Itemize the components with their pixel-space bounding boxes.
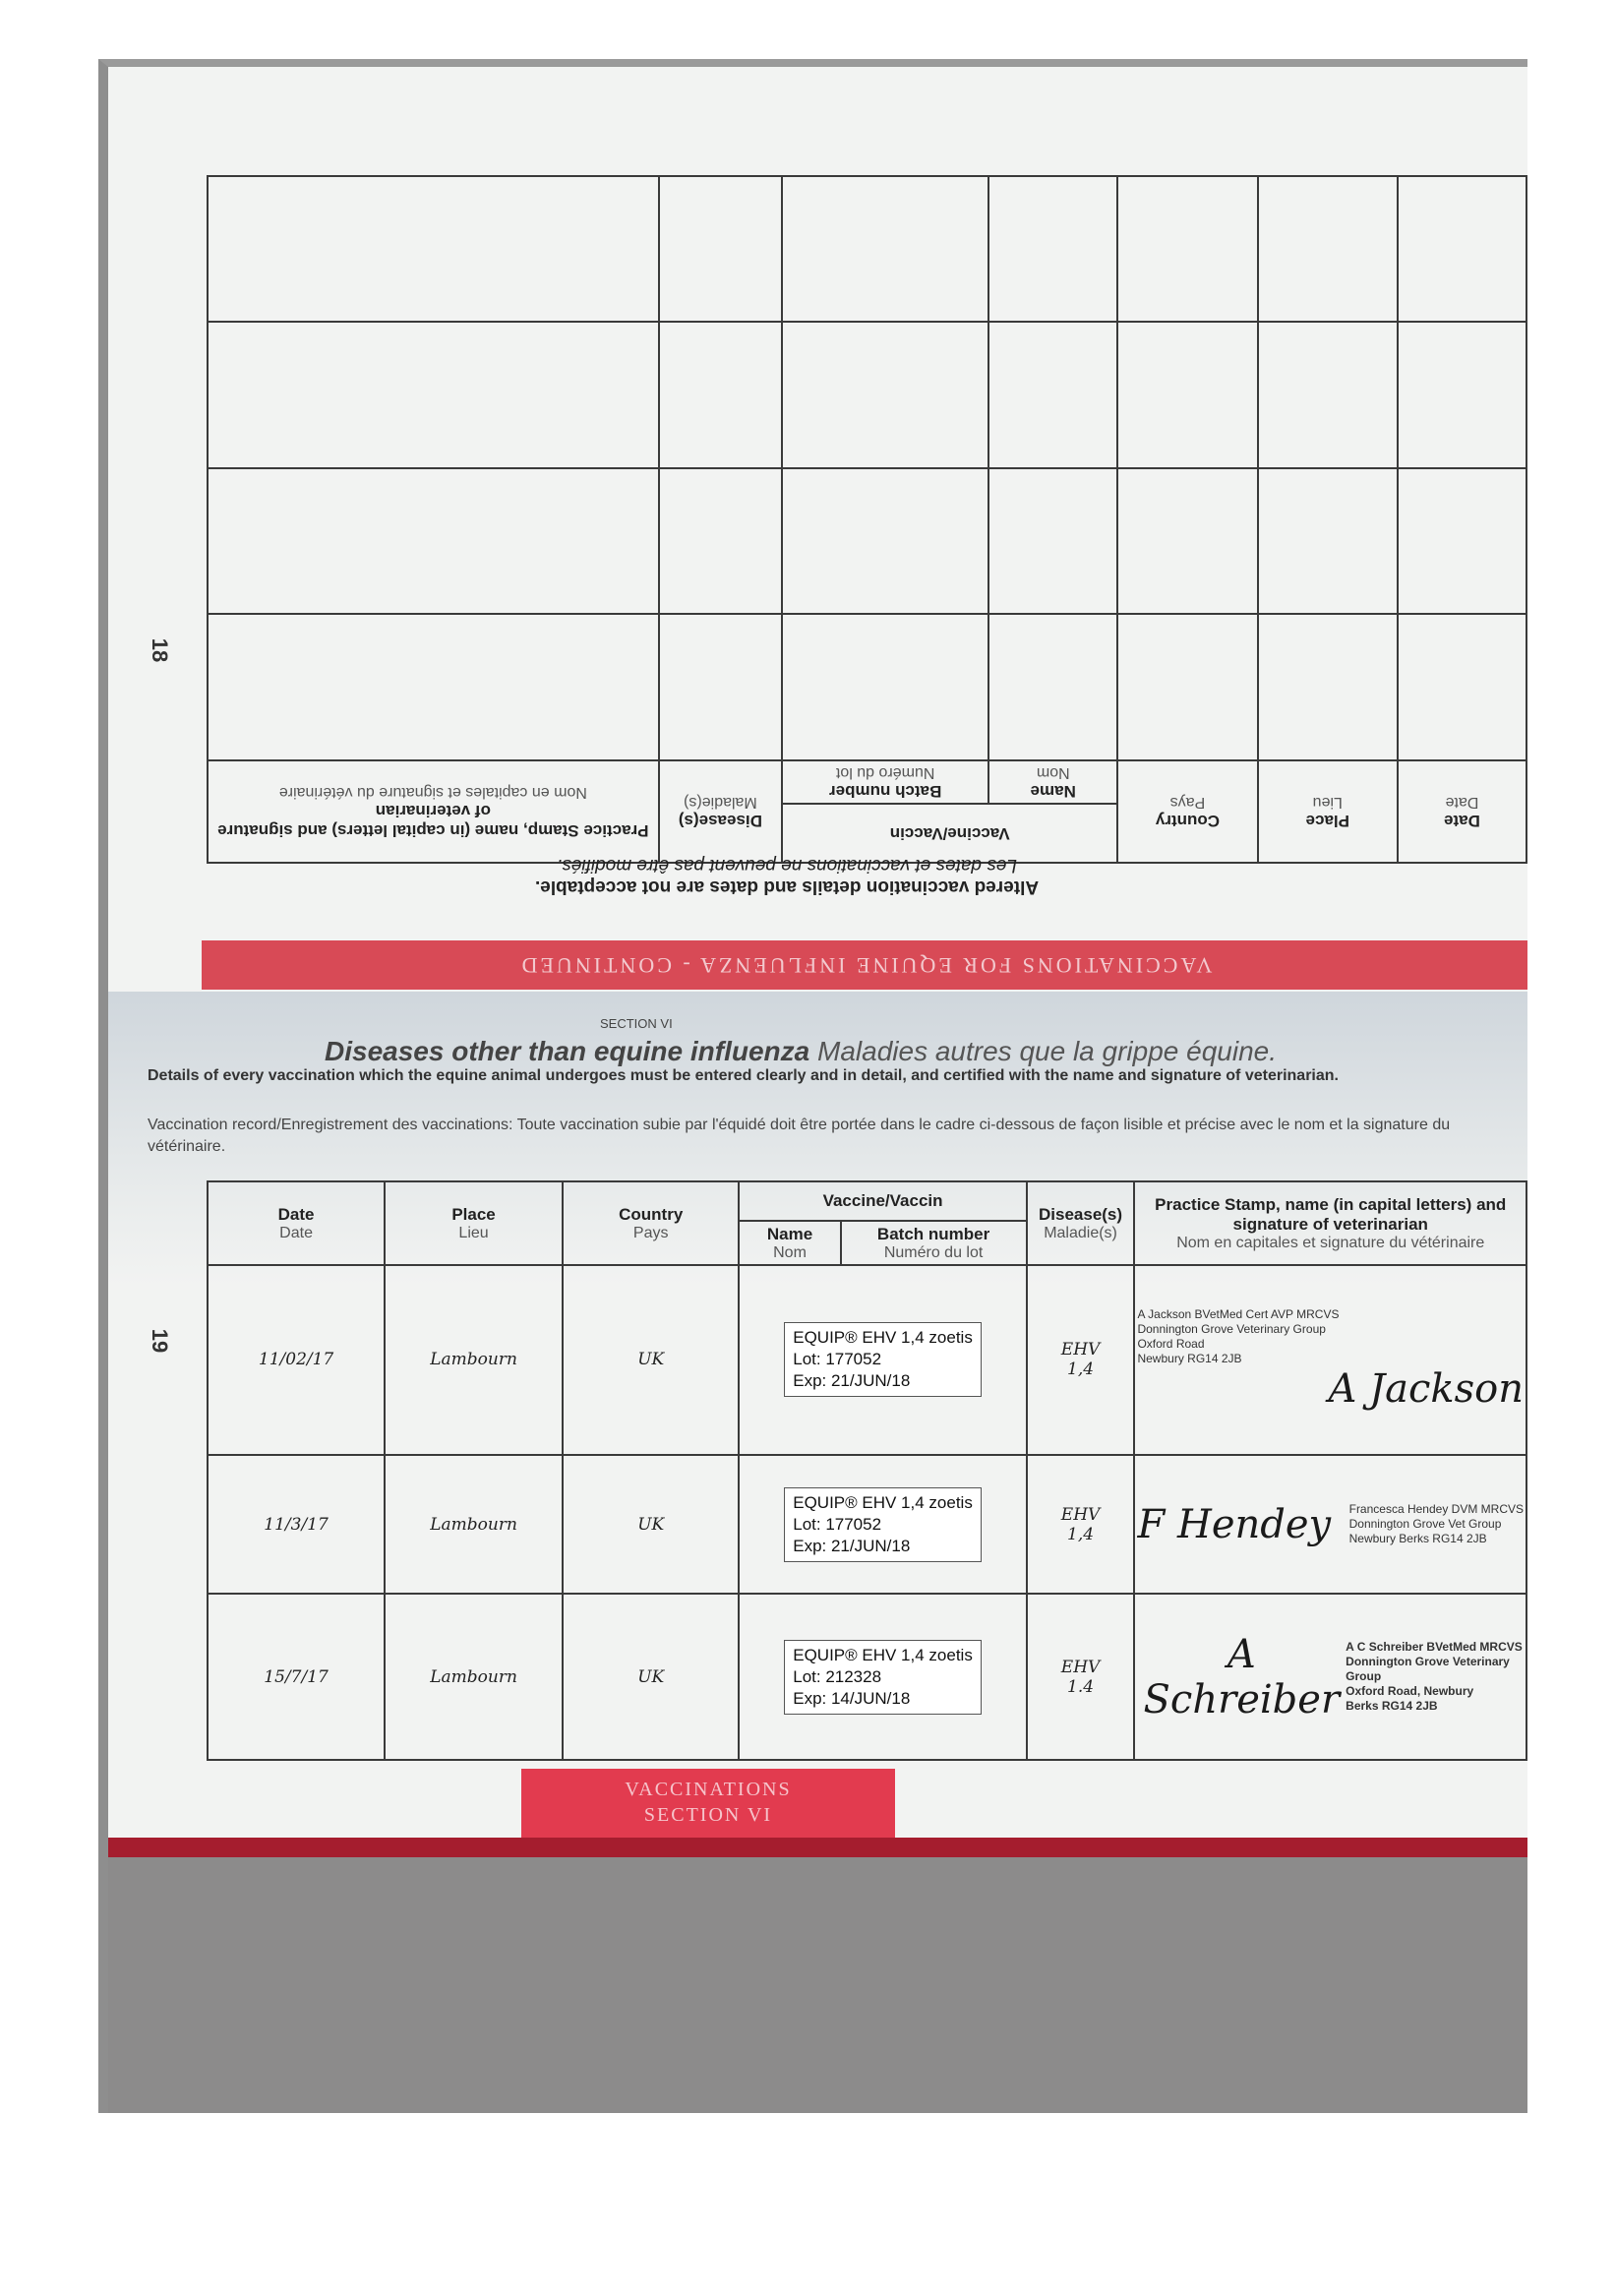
row-country: UK: [563, 1594, 740, 1760]
row-date: 15/7/17: [208, 1594, 385, 1760]
section-title: [325, 1036, 1277, 1067]
vaccination-record-table: [207, 1180, 1527, 1761]
passport-sheet: [98, 59, 1527, 2113]
upper-header-disease: Disease(s) Maladie(s): [659, 760, 782, 863]
row-disease: EHV 1,4: [1027, 1455, 1135, 1594]
row-practice: [1134, 1455, 1526, 1594]
upper-header-practice: Practice Stamp, name (in capital letters) and signature of veterinarian Nom en capitales et signature du vétérinaire: [208, 760, 659, 863]
vet-signature: F Hendey: [1137, 1501, 1332, 1547]
row-vaccine-label: [739, 1594, 1026, 1760]
row-place: Lambourn: [385, 1594, 563, 1760]
table-row: [208, 1455, 1526, 1594]
vaccine-sticker: EQUIP® EHV 1,4 zoetis Lot: 212328 Exp: 14/JUN/18: [784, 1640, 982, 1715]
header-practice: Practice Stamp, name (in capital letters) and signature of veterinarian Nom en capitales et signature du vétérinaire: [1134, 1181, 1526, 1265]
row-place: Lambourn: [385, 1455, 563, 1594]
upper-empty-row: [208, 468, 1526, 615]
header-date: Date Date: [208, 1181, 385, 1265]
upper-header-batch: Batch number Numéro du lot: [782, 760, 988, 804]
row-disease: EHV 1.4: [1027, 1594, 1135, 1760]
row-date: 11/02/17: [208, 1265, 385, 1455]
page-number-18: 18: [148, 637, 173, 663]
row-vaccine-label: [739, 1455, 1026, 1594]
header-country: Country Pays: [563, 1181, 740, 1265]
practice-stamp: A C Schreiber BVetMed MRCVS Donnington Grove Veterinary Group Oxford Road, Newbury Berks RG14 2JB: [1346, 1640, 1523, 1714]
vet-signature: A Schreiber: [1143, 1631, 1341, 1722]
vaccine-sticker: EQUIP® EHV 1,4 zoetis Lot: 177052 Exp: 21/JUN/18: [784, 1487, 982, 1562]
practice-stamp: A Jackson BVetMed Cert AVP MRCVS Donnington Grove Veterinary Group Oxford Road Newbury RG14 2JB: [1137, 1307, 1340, 1366]
row-country: UK: [563, 1265, 740, 1455]
upper-header-name: Name Nom: [988, 760, 1117, 804]
header-disease: Disease(s) Maladie(s): [1027, 1181, 1135, 1265]
vaccine-sticker: EQUIP® EHV 1,4 zoetis Lot: 177052 Exp: 21/JUN/18: [784, 1322, 982, 1397]
section-title-en: Diseases other than equine influenza: [325, 1036, 810, 1066]
upper-empty-row: [208, 176, 1526, 323]
details-fr: Vaccination record/Enregistrement des vaccinations: Toute vaccination subie par l'équidé doit être portée dans le cadre ci-dessous de façon lisible et précise avec le nom et la signature du vétérinaire.: [148, 1117, 1451, 1155]
upper-header-country: Country Pays: [1117, 760, 1257, 863]
upper-header-date: Date Date: [1398, 760, 1526, 863]
upper-vaccination-table: [207, 175, 1527, 864]
section-tab-line2: SECTION VI: [643, 1804, 773, 1826]
row-place: Lambourn: [385, 1265, 563, 1455]
upper-empty-row: [208, 323, 1526, 469]
equine-influenza-banner: VACCINATIONS FOR EQUINE INFLUENZA - CONTINUED: [202, 940, 1527, 990]
row-vaccine-label: [739, 1265, 1026, 1455]
practice-stamp: Francesca Hendey DVM MRCVS Donnington Grove Vet Group Newbury Berks RG14 2JB: [1348, 1502, 1524, 1546]
upper-header-place: Place Lieu: [1258, 760, 1398, 863]
header-batch: Batch number Numéro du lot: [841, 1221, 1027, 1265]
red-cover-stripe: [108, 1838, 1527, 1857]
section-tab-line1: VACCINATIONS: [625, 1779, 792, 1800]
row-disease: EHV 1,4: [1027, 1265, 1135, 1455]
row-practice: [1134, 1594, 1526, 1760]
altered-notice: [344, 854, 1229, 897]
section-tab: [521, 1769, 895, 1838]
row-country: UK: [563, 1455, 740, 1594]
header-place: Place Lieu: [385, 1181, 563, 1265]
header-vaccine: Vaccine/Vaccin: [739, 1181, 1026, 1221]
row-practice: [1134, 1265, 1526, 1455]
section-label: SECTION VI: [600, 1016, 673, 1031]
vet-signature: A Jackson: [1328, 1366, 1524, 1413]
page-number-19: 19: [148, 1328, 173, 1354]
altered-notice-en: Altered vaccination details and dates are not acceptable.: [534, 876, 1040, 897]
table-row: [208, 1265, 1526, 1455]
scanner-background: [108, 1857, 1527, 2113]
upper-header-vaccine: Vaccine/Vaccin: [782, 804, 1117, 863]
upper-empty-row: [208, 615, 1526, 761]
header-name: Name Nom: [739, 1221, 840, 1265]
altered-notice-fr: Les dates et vaccinations ne peuvent pas être modifiés.: [557, 855, 1017, 876]
details-en: Details of every vaccination which the equine animal undergoes must be entered clearly and in detail, and certified with the name and signature of veterinarian.: [148, 1067, 1339, 1084]
row-date: 11/3/17: [208, 1455, 385, 1594]
table-row: [208, 1594, 1526, 1760]
section-title-fr: Maladies autres que la grippe équine.: [817, 1036, 1277, 1066]
